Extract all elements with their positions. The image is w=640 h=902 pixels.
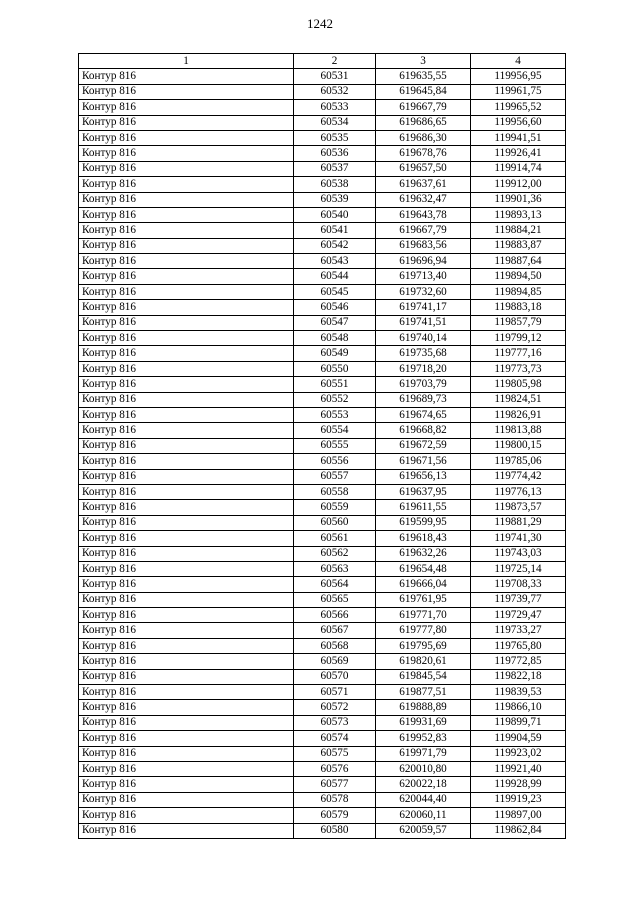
y-coordinate-cell: 119881,29 xyxy=(471,515,566,530)
table-row xyxy=(79,608,566,623)
table-row xyxy=(79,146,566,161)
point-number-cell: 60545 xyxy=(294,284,376,299)
y-coordinate-cell: 119965,52 xyxy=(471,100,566,115)
x-coordinate-cell: 619674,65 xyxy=(376,407,471,422)
contour-name-cell: Контур 816 xyxy=(79,484,294,499)
point-number-cell: 60540 xyxy=(294,207,376,222)
point-number-cell: 60576 xyxy=(294,761,376,776)
y-coordinate-cell: 119857,79 xyxy=(471,315,566,330)
y-coordinate-cell: 119743,03 xyxy=(471,546,566,561)
point-number-cell: 60536 xyxy=(294,146,376,161)
table-row xyxy=(79,346,566,361)
point-number-cell: 60544 xyxy=(294,269,376,284)
contour-name-cell: Контур 816 xyxy=(79,423,294,438)
x-coordinate-cell: 619931,69 xyxy=(376,715,471,730)
x-coordinate-cell: 619971,79 xyxy=(376,746,471,761)
y-coordinate-cell: 119725,14 xyxy=(471,561,566,576)
y-coordinate-cell: 119884,21 xyxy=(471,223,566,238)
table-row xyxy=(79,161,566,176)
contour-name-cell: Контур 816 xyxy=(79,700,294,715)
contour-name-cell: Контур 816 xyxy=(79,161,294,176)
contour-name-cell: Контур 816 xyxy=(79,577,294,592)
y-coordinate-cell: 119826,91 xyxy=(471,407,566,422)
point-number-cell: 60564 xyxy=(294,577,376,592)
y-coordinate-cell: 119741,30 xyxy=(471,531,566,546)
y-coordinate-cell: 119862,84 xyxy=(471,823,566,838)
y-coordinate-cell: 119873,57 xyxy=(471,500,566,515)
point-number-cell: 60543 xyxy=(294,254,376,269)
table-row xyxy=(79,423,566,438)
y-coordinate-cell: 119772,85 xyxy=(471,654,566,669)
y-coordinate-cell: 119765,80 xyxy=(471,638,566,653)
x-coordinate-cell: 619666,04 xyxy=(376,577,471,592)
y-coordinate-cell: 119824,51 xyxy=(471,392,566,407)
point-number-cell: 60579 xyxy=(294,808,376,823)
table-row xyxy=(79,561,566,576)
table-row xyxy=(79,84,566,99)
point-number-cell: 60550 xyxy=(294,361,376,376)
x-coordinate-cell: 619741,17 xyxy=(376,300,471,315)
y-coordinate-cell: 119912,00 xyxy=(471,177,566,192)
table-row xyxy=(79,546,566,561)
y-coordinate-cell: 119941,51 xyxy=(471,130,566,145)
x-coordinate-cell: 619735,68 xyxy=(376,346,471,361)
point-number-cell: 60570 xyxy=(294,669,376,684)
y-coordinate-cell: 119799,12 xyxy=(471,331,566,346)
x-coordinate-cell: 619689,73 xyxy=(376,392,471,407)
y-coordinate-cell: 119813,88 xyxy=(471,423,566,438)
x-coordinate-cell: 619713,40 xyxy=(376,269,471,284)
y-coordinate-cell: 119914,74 xyxy=(471,161,566,176)
x-coordinate-cell: 619683,56 xyxy=(376,238,471,253)
contour-name-cell: Контур 816 xyxy=(79,284,294,299)
contour-name-cell: Контур 816 xyxy=(79,315,294,330)
contour-name-cell: Контур 816 xyxy=(79,454,294,469)
table-row xyxy=(79,592,566,607)
y-coordinate-cell: 119776,13 xyxy=(471,484,566,499)
contour-name-cell: Контур 816 xyxy=(79,654,294,669)
y-coordinate-cell: 119901,36 xyxy=(471,192,566,207)
point-number-cell: 60568 xyxy=(294,638,376,653)
x-coordinate-cell: 620022,18 xyxy=(376,777,471,792)
point-number-cell: 60549 xyxy=(294,346,376,361)
table-body xyxy=(79,69,566,839)
x-coordinate-cell: 619795,69 xyxy=(376,638,471,653)
table-row xyxy=(79,192,566,207)
point-number-cell: 60558 xyxy=(294,484,376,499)
contour-name-cell: Контур 816 xyxy=(79,269,294,284)
x-coordinate-cell: 619820,61 xyxy=(376,654,471,669)
coordinates-table xyxy=(78,53,566,839)
table-row xyxy=(79,284,566,299)
y-coordinate-cell: 119733,27 xyxy=(471,623,566,638)
contour-name-cell: Контур 816 xyxy=(79,531,294,546)
point-number-cell: 60574 xyxy=(294,731,376,746)
column-header-4: 4 xyxy=(471,54,566,69)
point-number-cell: 60572 xyxy=(294,700,376,715)
contour-name-cell: Контур 816 xyxy=(79,823,294,838)
table-row xyxy=(79,761,566,776)
contour-name-cell: Контур 816 xyxy=(79,777,294,792)
point-number-cell: 60563 xyxy=(294,561,376,576)
x-coordinate-cell: 619632,47 xyxy=(376,192,471,207)
table-header-row xyxy=(79,54,566,69)
contour-name-cell: Контур 816 xyxy=(79,792,294,807)
y-coordinate-cell: 119923,02 xyxy=(471,746,566,761)
x-coordinate-cell: 620059,57 xyxy=(376,823,471,838)
contour-name-cell: Контур 816 xyxy=(79,715,294,730)
x-coordinate-cell: 619771,70 xyxy=(376,608,471,623)
x-coordinate-cell: 619668,82 xyxy=(376,423,471,438)
contour-name-cell: Контур 816 xyxy=(79,546,294,561)
point-number-cell: 60546 xyxy=(294,300,376,315)
contour-name-cell: Контур 816 xyxy=(79,100,294,115)
x-coordinate-cell: 619741,51 xyxy=(376,315,471,330)
point-number-cell: 60566 xyxy=(294,608,376,623)
point-number-cell: 60567 xyxy=(294,623,376,638)
y-coordinate-cell: 119866,10 xyxy=(471,700,566,715)
y-coordinate-cell: 119785,06 xyxy=(471,454,566,469)
table-row xyxy=(79,331,566,346)
contour-name-cell: Контур 816 xyxy=(79,84,294,99)
point-number-cell: 60565 xyxy=(294,592,376,607)
point-number-cell: 60553 xyxy=(294,407,376,422)
y-coordinate-cell: 119739,77 xyxy=(471,592,566,607)
table-row xyxy=(79,438,566,453)
point-number-cell: 60560 xyxy=(294,515,376,530)
contour-name-cell: Контур 816 xyxy=(79,177,294,192)
y-coordinate-cell: 119897,00 xyxy=(471,808,566,823)
x-coordinate-cell: 619645,84 xyxy=(376,84,471,99)
x-coordinate-cell: 619952,83 xyxy=(376,731,471,746)
table-row xyxy=(79,300,566,315)
contour-name-cell: Контур 816 xyxy=(79,192,294,207)
y-coordinate-cell: 119893,13 xyxy=(471,207,566,222)
x-coordinate-cell: 619777,80 xyxy=(376,623,471,638)
point-number-cell: 60539 xyxy=(294,192,376,207)
x-coordinate-cell: 620060,11 xyxy=(376,808,471,823)
y-coordinate-cell: 119822,18 xyxy=(471,669,566,684)
y-coordinate-cell: 119729,47 xyxy=(471,608,566,623)
contour-name-cell: Контур 816 xyxy=(79,407,294,422)
y-coordinate-cell: 119894,85 xyxy=(471,284,566,299)
table-row xyxy=(79,238,566,253)
contour-name-cell: Контур 816 xyxy=(79,638,294,653)
point-number-cell: 60547 xyxy=(294,315,376,330)
y-coordinate-cell: 119887,64 xyxy=(471,254,566,269)
contour-name-cell: Контур 816 xyxy=(79,115,294,130)
contour-name-cell: Контур 816 xyxy=(79,761,294,776)
table-row xyxy=(79,654,566,669)
page-number: 1242 xyxy=(307,16,333,31)
contour-name-cell: Контур 816 xyxy=(79,469,294,484)
point-number-cell: 60557 xyxy=(294,469,376,484)
table-row xyxy=(79,777,566,792)
contour-name-cell: Контур 816 xyxy=(79,377,294,392)
table-row xyxy=(79,407,566,422)
table-row xyxy=(79,623,566,638)
x-coordinate-cell: 619686,65 xyxy=(376,115,471,130)
point-number-cell: 60554 xyxy=(294,423,376,438)
table-row xyxy=(79,638,566,653)
x-coordinate-cell: 619686,30 xyxy=(376,130,471,145)
table-row xyxy=(79,177,566,192)
y-coordinate-cell: 119883,18 xyxy=(471,300,566,315)
x-coordinate-cell: 620010,80 xyxy=(376,761,471,776)
table-row xyxy=(79,454,566,469)
point-number-cell: 60538 xyxy=(294,177,376,192)
table-row xyxy=(79,685,566,700)
x-coordinate-cell: 619888,89 xyxy=(376,700,471,715)
table-row xyxy=(79,669,566,684)
x-coordinate-cell: 619667,79 xyxy=(376,223,471,238)
table-row xyxy=(79,115,566,130)
y-coordinate-cell: 119773,73 xyxy=(471,361,566,376)
x-coordinate-cell: 619671,56 xyxy=(376,454,471,469)
x-coordinate-cell: 619845,54 xyxy=(376,669,471,684)
point-number-cell: 60533 xyxy=(294,100,376,115)
table-row xyxy=(79,700,566,715)
y-coordinate-cell: 119919,23 xyxy=(471,792,566,807)
table-row xyxy=(79,515,566,530)
point-number-cell: 60555 xyxy=(294,438,376,453)
contour-name-cell: Контур 816 xyxy=(79,346,294,361)
x-coordinate-cell: 619635,55 xyxy=(376,69,471,84)
x-coordinate-cell: 619732,60 xyxy=(376,284,471,299)
x-coordinate-cell: 619611,55 xyxy=(376,500,471,515)
x-coordinate-cell: 619718,20 xyxy=(376,361,471,376)
x-coordinate-cell: 619599,95 xyxy=(376,515,471,530)
table-row xyxy=(79,577,566,592)
table-row xyxy=(79,469,566,484)
table-row xyxy=(79,223,566,238)
y-coordinate-cell: 119956,95 xyxy=(471,69,566,84)
table-row xyxy=(79,792,566,807)
column-header-2: 2 xyxy=(294,54,376,69)
y-coordinate-cell: 119956,60 xyxy=(471,115,566,130)
table-row xyxy=(79,207,566,222)
y-coordinate-cell: 119883,87 xyxy=(471,238,566,253)
contour-name-cell: Контур 816 xyxy=(79,146,294,161)
y-coordinate-cell: 119961,75 xyxy=(471,84,566,99)
table-row xyxy=(79,69,566,84)
table-row xyxy=(79,715,566,730)
x-coordinate-cell: 619632,26 xyxy=(376,546,471,561)
table-row xyxy=(79,254,566,269)
y-coordinate-cell: 119708,33 xyxy=(471,577,566,592)
point-number-cell: 60556 xyxy=(294,454,376,469)
x-coordinate-cell: 619637,95 xyxy=(376,484,471,499)
contour-name-cell: Контур 816 xyxy=(79,254,294,269)
point-number-cell: 60541 xyxy=(294,223,376,238)
contour-name-cell: Контур 816 xyxy=(79,130,294,145)
x-coordinate-cell: 619618,43 xyxy=(376,531,471,546)
table-row xyxy=(79,823,566,838)
table-row xyxy=(79,500,566,515)
y-coordinate-cell: 119800,15 xyxy=(471,438,566,453)
y-coordinate-cell: 119894,50 xyxy=(471,269,566,284)
x-coordinate-cell: 620044,40 xyxy=(376,792,471,807)
y-coordinate-cell: 119904,59 xyxy=(471,731,566,746)
column-header-3: 3 xyxy=(376,54,471,69)
point-number-cell: 60534 xyxy=(294,115,376,130)
point-number-cell: 60573 xyxy=(294,715,376,730)
x-coordinate-cell: 619672,59 xyxy=(376,438,471,453)
x-coordinate-cell: 619877,51 xyxy=(376,685,471,700)
contour-name-cell: Контур 816 xyxy=(79,731,294,746)
contour-name-cell: Контур 816 xyxy=(79,392,294,407)
y-coordinate-cell: 119777,16 xyxy=(471,346,566,361)
x-coordinate-cell: 619678,76 xyxy=(376,146,471,161)
table-row xyxy=(79,746,566,761)
contour-name-cell: Контур 816 xyxy=(79,361,294,376)
contour-name-cell: Контур 816 xyxy=(79,300,294,315)
point-number-cell: 60551 xyxy=(294,377,376,392)
x-coordinate-cell: 619667,79 xyxy=(376,100,471,115)
contour-name-cell: Контур 816 xyxy=(79,69,294,84)
y-coordinate-cell: 119899,71 xyxy=(471,715,566,730)
point-number-cell: 60559 xyxy=(294,500,376,515)
table-row xyxy=(79,361,566,376)
x-coordinate-cell: 619654,48 xyxy=(376,561,471,576)
contour-name-cell: Контур 816 xyxy=(79,500,294,515)
point-number-cell: 60571 xyxy=(294,685,376,700)
x-coordinate-cell: 619761,95 xyxy=(376,592,471,607)
table-row xyxy=(79,100,566,115)
point-number-cell: 60548 xyxy=(294,331,376,346)
contour-name-cell: Контур 816 xyxy=(79,669,294,684)
table-row xyxy=(79,130,566,145)
point-number-cell: 60575 xyxy=(294,746,376,761)
x-coordinate-cell: 619740,14 xyxy=(376,331,471,346)
contour-name-cell: Контур 816 xyxy=(79,438,294,453)
contour-name-cell: Контур 816 xyxy=(79,746,294,761)
contour-name-cell: Контур 816 xyxy=(79,223,294,238)
point-number-cell: 60552 xyxy=(294,392,376,407)
contour-name-cell: Контур 816 xyxy=(79,561,294,576)
point-number-cell: 60562 xyxy=(294,546,376,561)
point-number-cell: 60561 xyxy=(294,531,376,546)
y-coordinate-cell: 119774,42 xyxy=(471,469,566,484)
y-coordinate-cell: 119921,40 xyxy=(471,761,566,776)
table-row xyxy=(79,808,566,823)
point-number-cell: 60578 xyxy=(294,792,376,807)
point-number-cell: 60569 xyxy=(294,654,376,669)
contour-name-cell: Контур 816 xyxy=(79,808,294,823)
point-number-cell: 60532 xyxy=(294,84,376,99)
x-coordinate-cell: 619703,79 xyxy=(376,377,471,392)
x-coordinate-cell: 619657,50 xyxy=(376,161,471,176)
contour-name-cell: Контур 816 xyxy=(79,207,294,222)
x-coordinate-cell: 619656,13 xyxy=(376,469,471,484)
table-row xyxy=(79,531,566,546)
contour-name-cell: Контур 816 xyxy=(79,515,294,530)
point-number-cell: 60580 xyxy=(294,823,376,838)
table-row xyxy=(79,377,566,392)
contour-name-cell: Контур 816 xyxy=(79,608,294,623)
y-coordinate-cell: 119928,99 xyxy=(471,777,566,792)
point-number-cell: 60535 xyxy=(294,130,376,145)
table-row xyxy=(79,392,566,407)
y-coordinate-cell: 119839,53 xyxy=(471,685,566,700)
y-coordinate-cell: 119805,98 xyxy=(471,377,566,392)
table-row xyxy=(79,484,566,499)
contour-name-cell: Контур 816 xyxy=(79,238,294,253)
x-coordinate-cell: 619643,78 xyxy=(376,207,471,222)
point-number-cell: 60542 xyxy=(294,238,376,253)
contour-name-cell: Контур 816 xyxy=(79,623,294,638)
column-header-1: 1 xyxy=(79,54,294,69)
contour-name-cell: Контур 816 xyxy=(79,685,294,700)
contour-name-cell: Контур 816 xyxy=(79,331,294,346)
x-coordinate-cell: 619637,61 xyxy=(376,177,471,192)
point-number-cell: 60537 xyxy=(294,161,376,176)
point-number-cell: 60531 xyxy=(294,69,376,84)
table-row xyxy=(79,315,566,330)
table-row xyxy=(79,731,566,746)
contour-name-cell: Контур 816 xyxy=(79,592,294,607)
y-coordinate-cell: 119926,41 xyxy=(471,146,566,161)
x-coordinate-cell: 619696,94 xyxy=(376,254,471,269)
point-number-cell: 60577 xyxy=(294,777,376,792)
table-row xyxy=(79,269,566,284)
